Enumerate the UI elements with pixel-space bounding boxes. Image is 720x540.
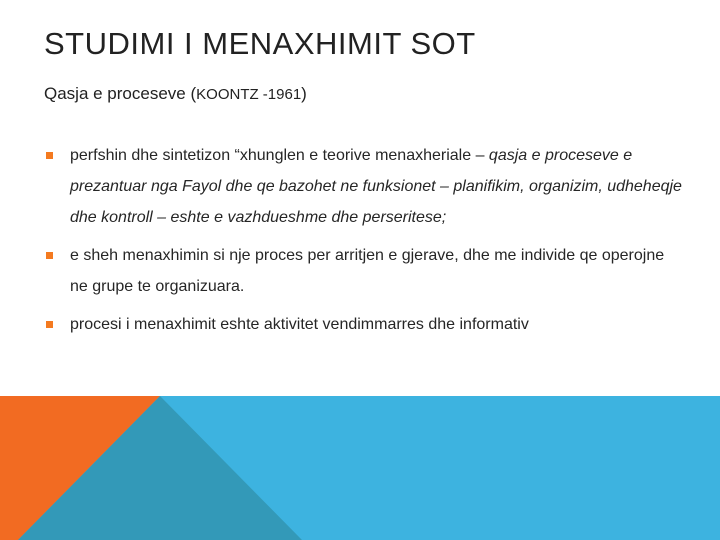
bullet-item-3 <box>44 309 684 340</box>
bullet-text-part: perfshin dhe sintetizon “xhunglen e teorive menaxheriale – <box>70 147 489 164</box>
bullet-square-icon <box>46 252 53 259</box>
bullet-text-part-italic: qasja e proceseve e prezantuar nga Fayol dhe qe bazohet ne funksionet – planifikim, organizim, udheheqje dhe kontroll – eshte e vazhdueshme dhe perseritese; <box>70 147 682 226</box>
subtitle-close: ) <box>301 84 307 103</box>
decorative-footer-shapes <box>0 396 720 540</box>
bullet-square-icon <box>46 321 53 328</box>
bullet-list <box>44 140 684 347</box>
bullet-text-part: procesi i menaxhimit eshte aktivitet vendimmarres dhe informativ <box>70 316 529 333</box>
bullet-item-2 <box>44 240 684 302</box>
slide-subtitle <box>44 84 307 104</box>
subtitle-reference: KOONTZ -1961 <box>196 86 302 103</box>
subtitle-main: Qasja e proceseve ( <box>44 84 197 103</box>
slide-title: STUDIMI I MENAXHIMIT SOT <box>44 26 476 61</box>
bullet-item-1 <box>44 140 684 233</box>
bullet-square-icon <box>46 152 53 159</box>
bullet-text-part: e sheh menaxhimin si nje proces per arritjen e gjerave, dhe me individe qe operojne ne grupe te organizuara. <box>70 247 665 295</box>
